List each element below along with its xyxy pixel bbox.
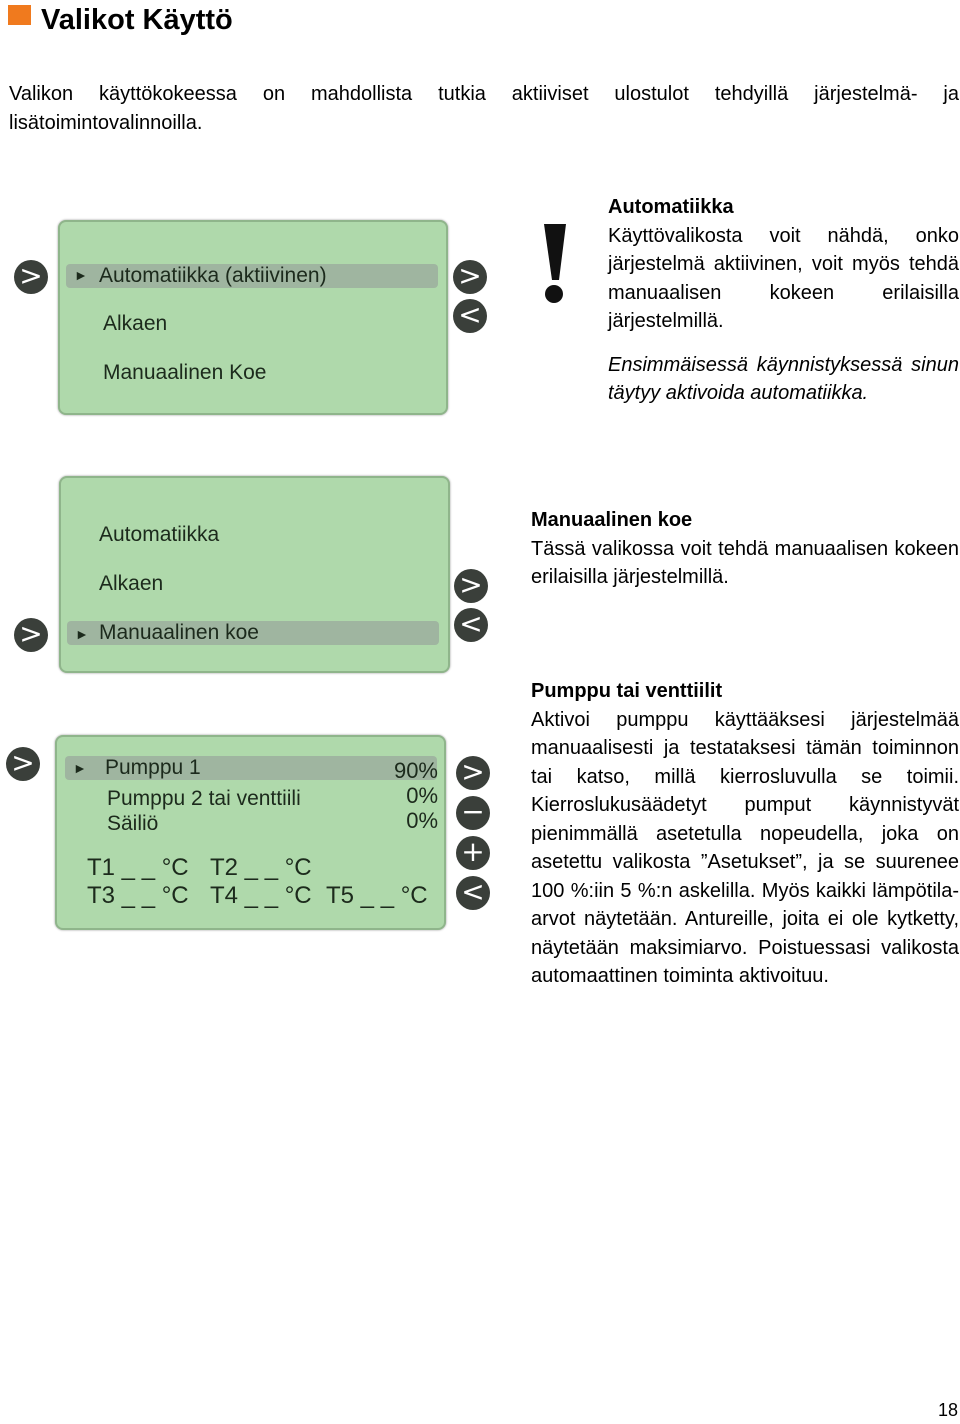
plus-button[interactable]: + xyxy=(456,836,490,870)
menu-item-alkaen[interactable]: Alkaen xyxy=(99,572,164,595)
row-label-pumppu-2[interactable]: Pumppu 2 tai venttiili xyxy=(107,787,301,810)
section-automatiikka-text xyxy=(608,193,959,408)
next-button[interactable]: > xyxy=(456,756,490,790)
section-heading-automatiikka: Automatiikka xyxy=(608,196,734,218)
next-button[interactable]: > xyxy=(453,260,487,294)
pointer-icon: ► xyxy=(75,626,89,642)
row-label-pumppu-1[interactable]: Pumppu 1 xyxy=(105,756,201,779)
section-body-pumppu: Aktivoi pumppu käyttääksesi järjestelmää manuaalisesti ja testataksesi tämän toiminnon tai katso, millä kierrosluvulla se toimii. Kierroslukusäädetyt pumput käynnistyvät pienimmällä asetetulla nopeudella, joka on asetettu valikosta ”Asetukset”, ja se suurenee 100 %:iin 5 %:n askelilla. Myös kaikki lämpötila-arvot näytetään. Antureille, joita ei ole kytketty, näytetään maksimiarvo. Poistuessasi valikosta automaattinen toiminta aktivoituu. xyxy=(531,708,959,987)
section-body-automatiikka: Käyttövalikosta voit nähdä, onko järjestelmä aktiivinen, voit myös tehdä manuaalisen kokeen erilaisilla järjestelmillä. xyxy=(608,224,959,332)
row-value-pumppu-1: 90% xyxy=(393,758,438,783)
back-button[interactable]: < xyxy=(456,876,490,910)
pointer-icon: ► xyxy=(74,267,88,283)
pointer-icon: ► xyxy=(73,760,87,776)
menu-item-automatiikka[interactable]: Automatiikka xyxy=(99,523,220,546)
lcd-screen-automatiikka xyxy=(58,220,448,415)
back-button[interactable]: < xyxy=(454,608,488,642)
temp-readout-t4: T4 _ _ °C xyxy=(210,882,312,909)
lcd-screen-pumppu xyxy=(55,735,446,930)
back-button[interactable]: < xyxy=(453,299,487,333)
section-note-automatiikka: Ensimmäisessä käynnistyksessä sinun täytyy aktivoida automatiikka. xyxy=(608,353,959,404)
temp-readout-t2: T2 _ _ °C xyxy=(210,854,312,881)
section-heading-manuaalinen-koe: Manuaalinen koe xyxy=(531,509,693,531)
page-title: Valikot Käyttö xyxy=(41,4,233,36)
page-number: 18 xyxy=(937,1400,958,1420)
lcd-screen-manuaalinen-koe xyxy=(59,476,450,673)
section-heading-pumppu: Pumppu tai venttiilit xyxy=(531,680,723,702)
section-body-manuaalinen-koe: Tässä valikossa voit tehdä manuaalisen kokeen erilaisilla järjestelmillä. xyxy=(531,537,959,588)
select-indicator-button[interactable]: > xyxy=(6,747,40,781)
row-label-sailio[interactable]: Säiliö xyxy=(107,812,159,835)
section-manuaalinen-koe-text xyxy=(531,506,959,592)
menu-item-manuaalinen-koe[interactable]: Manuaalinen koe xyxy=(99,621,259,644)
orange-square-icon xyxy=(8,5,31,25)
menu-item-alkaen[interactable]: Alkaen xyxy=(103,312,168,335)
temp-readout-t5: T5 _ _ °C xyxy=(326,882,428,909)
row-value-sailio: 0% xyxy=(406,808,438,833)
section-pumppu-text xyxy=(531,677,959,991)
temp-readout-t1: T1 _ _ °C xyxy=(87,854,189,881)
row-value-pumppu-2: 0% xyxy=(406,783,438,808)
menu-item-automatiikka-aktiivinen[interactable]: Automatiikka (aktiivinen) xyxy=(99,264,327,287)
select-indicator-button[interactable]: > xyxy=(14,260,48,294)
temp-readout-t3: T3 _ _ °C xyxy=(87,882,189,909)
select-indicator-button[interactable]: > xyxy=(14,618,48,652)
intro-paragraph: Valikon käyttökokeessa on mahdollista tutkia aktiiviset ulostulot tehdyillä järjestelmä- ja lisätoimintovalinnoilla. xyxy=(9,83,959,134)
minus-button[interactable]: − xyxy=(456,796,490,830)
exclamation-icon xyxy=(539,222,569,306)
next-button[interactable]: > xyxy=(454,569,488,603)
menu-item-manuaalinen-koe[interactable]: Manuaalinen Koe xyxy=(103,361,267,384)
